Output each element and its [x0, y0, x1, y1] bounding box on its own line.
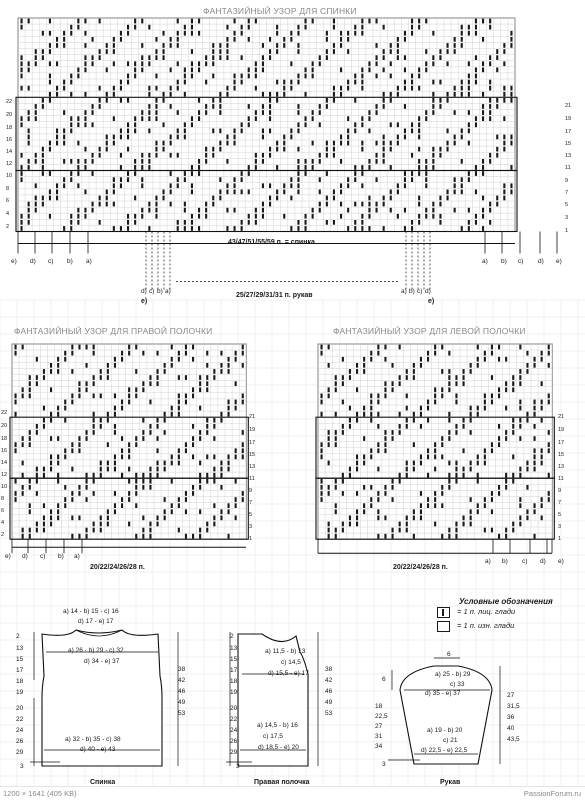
right-front-row-number: 18 — [1, 436, 8, 442]
right-front-row-number: 21 — [249, 414, 256, 420]
sleeve-left-measure: 31 — [375, 733, 383, 740]
back-row-number: 6 — [6, 198, 10, 204]
sleeve-left-measure: 22,5 — [375, 713, 388, 720]
left-front-row-number: 1 — [558, 536, 562, 542]
back-left-measure: 2 — [16, 633, 20, 640]
right-front-row-number: 16 — [1, 448, 8, 454]
sleeve-left-cap-height: 6 — [382, 676, 386, 683]
back-row-number: 12 — [6, 161, 13, 167]
source-watermark: PassionForum.ru — [523, 789, 581, 798]
back-left-measure: 18 — [16, 678, 24, 685]
back-right-measure: 49 — [178, 699, 186, 706]
sleeve-size-mark: b) — [409, 288, 415, 295]
sleeve-size-mark: a) — [165, 288, 171, 295]
front-schema-edge: 3 — [236, 763, 240, 770]
front-neck-width-2: c) 14,5 — [281, 659, 301, 666]
back-left-measure: 13 — [16, 645, 24, 652]
front-schema-caption: Правая полочка — [254, 779, 310, 786]
right-front-row-number: 13 — [249, 464, 256, 470]
sleeve-schema-edge: 3 — [382, 761, 386, 768]
front-bottom-width-2: c) 17,5 — [263, 733, 283, 740]
back-size-mark: c) — [48, 258, 54, 265]
back-left-measure: 17 — [16, 667, 24, 674]
back-stitches-label: 43/47/51/55/59 п. = спинка — [228, 239, 315, 246]
back-row-number: 1 — [565, 228, 569, 234]
right-front-size-mark: a) — [74, 553, 80, 560]
sleeve-right-measure: 40 — [507, 725, 515, 732]
left-front-stitches-label: 20/22/24/26/28 п. — [393, 564, 448, 571]
right-front-row-number: 9 — [249, 488, 253, 494]
front-left-measure: 19 — [230, 689, 238, 696]
sleeve-left-extra-mark: e) — [141, 298, 148, 305]
back-right-measure: 53 — [178, 710, 186, 717]
right-front-row-number: 1 — [249, 536, 253, 542]
right-front-row-number: 12 — [1, 472, 8, 478]
right-front-row-number: 3 — [249, 524, 253, 530]
right-front-size-mark: e) — [5, 553, 11, 560]
right-front-size-mark: d) — [22, 553, 28, 560]
front-left-measure: 2 — [230, 633, 234, 640]
front-bottom-width: a) 14,5 - b) 16 — [257, 722, 298, 729]
left-front-size-mark: a) — [485, 558, 491, 565]
sleeve-bottom-width-3: d) 22,5 - e) 22,5 — [421, 747, 468, 754]
sleeve-bottom-width: a) 19 - b) 20 — [427, 727, 463, 734]
front-charts-grid — [0, 300, 585, 620]
back-size-mark: b) — [67, 258, 73, 265]
back-size-mark: d) — [30, 258, 36, 265]
back-row-number: 3 — [565, 215, 569, 221]
front-left-measure: 26 — [230, 738, 238, 745]
sleeve-top-width: 6 — [447, 651, 451, 658]
sleeve-left-measure: 27 — [375, 723, 383, 730]
back-neck-width: a) 14 - b) 15 - c) 16 — [63, 608, 119, 615]
back-row-number: 10 — [6, 173, 13, 179]
right-front-stitches-label: 20/22/24/26/28 п. — [90, 564, 145, 571]
right-front-row-number: 20 — [1, 423, 8, 429]
back-row-number: 9 — [565, 178, 569, 184]
back-right-measure: 46 — [178, 688, 186, 695]
back-bottom-width: a) 32 - b) 35 - c) 38 — [65, 736, 121, 743]
back-size-mark: c) — [518, 258, 524, 265]
sleeve-right-measure: 36 — [507, 714, 515, 721]
left-front-row-number: 5 — [558, 512, 562, 518]
sleeve-size-mark: b) — [157, 288, 163, 295]
right-front-size-mark: c) — [40, 553, 46, 560]
front-left-measure: 18 — [230, 678, 238, 685]
image-size-text: 1200 × 1641 (405 KB) — [3, 789, 77, 798]
right-front-row-number: 10 — [1, 484, 8, 490]
front-bottom-width-3: d) 18,5 - e) 20 — [258, 744, 299, 751]
back-left-measure: 24 — [16, 727, 24, 734]
left-front-row-number: 21 — [558, 414, 565, 420]
front-left-measure: 22 — [230, 716, 238, 723]
sleeve-left-measure: 18 — [375, 703, 383, 710]
back-left-measure: 20 — [16, 705, 24, 712]
sleeve-right-measure: 31,5 — [507, 703, 520, 710]
sleeve-stitches-label: 25/27/29/31/31 п. рукав — [236, 292, 313, 299]
right-front-row-number: 5 — [249, 512, 253, 518]
left-front-row-number: 13 — [558, 464, 565, 470]
front-left-measure: 13 — [230, 645, 238, 652]
sleeve-size-mark: a) — [401, 288, 407, 295]
sleeve-size-mark: d) — [141, 288, 147, 295]
back-row-number: 16 — [6, 137, 13, 143]
front-left-measure: 15 — [230, 656, 238, 663]
right-front-row-number: 6 — [1, 508, 5, 514]
legend-knit-text: = 1 п. лиц. глади — [457, 607, 516, 616]
back-size-mark: a) — [482, 258, 488, 265]
left-front-size-mark: e) — [558, 558, 564, 565]
garment-schemas — [0, 586, 585, 786]
back-row-number: 2 — [6, 224, 10, 230]
back-left-measure: 22 — [16, 716, 24, 723]
right-front-chart-title: ФАНТАЗИЙНЫЙ УЗОР ДЛЯ ПРАВОЙ ПОЛОЧКИ — [14, 326, 213, 336]
back-bottom-width-2: d) 40 - e) 43 — [80, 746, 116, 753]
back-shoulder-width: a) 26 - b) 29 - c) 32 — [68, 647, 124, 654]
left-front-row-number: 7 — [558, 500, 562, 506]
left-front-row-number: 3 — [558, 524, 562, 530]
sleeve-right-measure: 27 — [507, 692, 515, 699]
front-right-measure: 53 — [325, 710, 333, 717]
back-size-mark: e) — [556, 258, 562, 265]
right-front-row-number: 4 — [1, 520, 5, 526]
sleeve-schema-caption: Рукав — [440, 779, 461, 786]
front-neck-width: a) 11,5 - b) 13 — [265, 648, 306, 655]
back-right-measure: 42 — [178, 677, 186, 684]
back-neck-width-2: d) 17 - e) 17 — [78, 618, 114, 625]
sleeve-size-mark: d) — [425, 288, 431, 295]
right-front-row-number: 17 — [249, 440, 256, 446]
back-schema-caption: Спинка — [90, 779, 116, 786]
front-right-measure: 49 — [325, 699, 333, 706]
sleeve-size-mark: c) — [417, 288, 423, 295]
back-left-measure: 26 — [16, 738, 24, 745]
front-left-measure: 17 — [230, 667, 238, 674]
back-left-measure: 15 — [16, 656, 24, 663]
left-front-size-mark: c) — [522, 558, 528, 565]
right-front-row-number: 11 — [249, 476, 255, 482]
back-row-number: 20 — [6, 112, 13, 118]
back-size-mark: d) — [538, 258, 544, 265]
left-front-row-number: 17 — [558, 440, 565, 446]
back-row-number: 22 — [6, 99, 13, 105]
back-left-measure: 29 — [16, 749, 24, 756]
right-front-row-number: 15 — [249, 452, 256, 458]
back-row-number: 15 — [565, 141, 572, 147]
left-front-row-number: 9 — [558, 488, 562, 494]
left-front-size-mark: d) — [540, 558, 546, 565]
back-row-number: 17 — [565, 129, 572, 135]
right-front-row-number: 22 — [1, 410, 8, 416]
back-size-mark: e) — [11, 258, 17, 265]
back-schema-edge: 3 — [20, 763, 24, 770]
back-row-number: 14 — [6, 149, 13, 155]
back-left-measure: 19 — [16, 689, 24, 696]
back-row-number: 8 — [6, 186, 10, 192]
right-front-row-number: 8 — [1, 496, 5, 502]
back-row-number: 19 — [565, 116, 572, 122]
legend-purl-text: = 1 п. изн. глади — [457, 621, 515, 630]
back-size-mark: a) — [86, 258, 92, 265]
sleeve-cap-width-3: d) 35 - e) 37 — [425, 690, 461, 697]
sleeve-bottom-width-2: c) 21 — [443, 737, 458, 744]
back-right-measure: 38 — [178, 666, 186, 673]
sleeve-size-mark: c) — [149, 288, 155, 295]
sleeve-right-measure: 43,5 — [507, 736, 520, 743]
back-row-number: 11 — [565, 165, 571, 171]
front-right-measure: 46 — [325, 688, 333, 695]
image-viewer-status-bar — [0, 786, 585, 801]
right-front-size-mark: b) — [58, 553, 64, 560]
right-front-row-number: 19 — [249, 427, 256, 433]
left-front-row-number: 15 — [558, 452, 565, 458]
back-row-number: 5 — [565, 202, 569, 208]
right-front-row-number: 7 — [249, 500, 253, 506]
right-front-row-number: 2 — [1, 532, 5, 538]
back-row-number: 18 — [6, 125, 13, 131]
front-right-measure: 38 — [325, 666, 333, 673]
sleeve-cap-width-2: c) 33 — [450, 681, 465, 688]
sleeve-cap-width: a) 25 - b) 29 — [435, 671, 471, 678]
front-left-measure: 29 — [230, 749, 238, 756]
back-row-number: 21 — [565, 103, 572, 109]
back-size-mark: b) — [501, 258, 507, 265]
legend-title: Условные обозначения — [459, 597, 553, 606]
left-front-chart-title: ФАНТАЗИЙНЫЙ УЗОР ДЛЯ ЛЕВОЙ ПОЛОЧКИ — [333, 326, 526, 336]
back-row-number: 13 — [565, 153, 572, 159]
back-chart-title: ФАНТАЗИЙНЫЙ УЗОР ДЛЯ СПИНКИ — [203, 6, 357, 16]
front-neck-width-3: d) 15,5 - e) 17 — [268, 670, 309, 677]
sleeve-left-measure: 34 — [375, 743, 383, 750]
left-front-row-number: 11 — [558, 476, 564, 482]
left-front-row-number: 19 — [558, 427, 565, 433]
back-row-number: 4 — [6, 211, 10, 217]
sleeve-right-extra-mark: e) — [428, 298, 435, 305]
back-row-number: 7 — [565, 190, 569, 196]
front-right-measure: 42 — [325, 677, 333, 684]
back-shoulder-width-2: d) 34 - e) 37 — [84, 658, 120, 665]
front-left-measure: 24 — [230, 727, 238, 734]
front-left-measure: 20 — [230, 705, 238, 712]
right-front-row-number: 14 — [1, 460, 8, 466]
left-front-size-mark: b) — [502, 558, 508, 565]
